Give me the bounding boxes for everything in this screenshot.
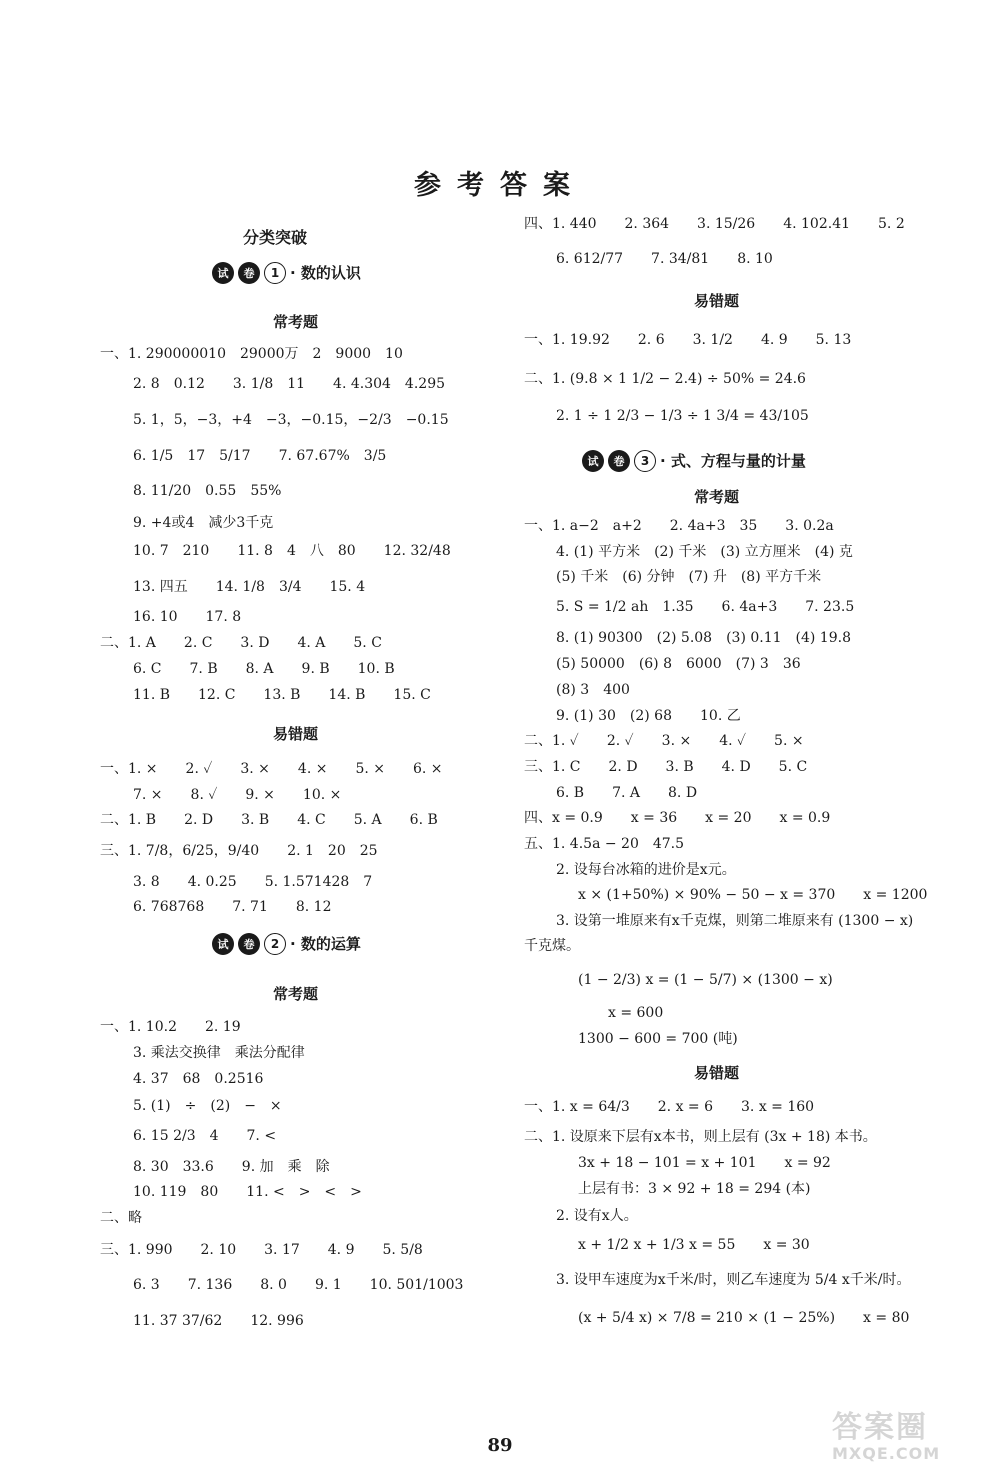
answer-line: 10. 119 80 11. < > < > (133, 1184, 362, 1200)
answer-line: 五、1. 4.5a − 20 47.5 (524, 836, 685, 852)
answer-line: 6. 1/5 17 5/17 7. 67.67% 3/5 (133, 448, 387, 464)
answer-line: 一、1. 10.2 2. 19 (100, 1019, 241, 1035)
subheading-error: 易错题 (273, 725, 319, 743)
answer-line: x × (1+50%) × 90% − 50 − x = 370 x = 1200 (578, 887, 928, 903)
answer-line: 7. × 8. ✓ 9. × 10. × (133, 787, 342, 803)
answer-line: 8. 11/20 0.55 55% (133, 483, 282, 499)
answer-line: 2. 1 ÷ 1 2/3 − 1/3 ÷ 1 3/4 = 43/105 (556, 408, 809, 424)
paper3-heading (582, 450, 806, 472)
answer-line: 6. 15 2/3 4 7. < (133, 1128, 277, 1144)
answer-line: 2. 8 0.12 3. 1/8 11 4. 4.304 4.295 (133, 376, 446, 392)
answer-line: 四、x = 0.9 x = 36 x = 20 x = 0.9 (524, 810, 831, 826)
watermark-url: MXQE.COM (832, 1444, 941, 1463)
paper2-heading (212, 933, 361, 955)
answer-line: 1300 − 600 = 700 (吨) (578, 1031, 738, 1047)
paper-badge-icon: 试 (212, 933, 234, 955)
answer-line: x + 1/2 x + 1/3 x = 55 x = 30 (578, 1237, 810, 1253)
answer-line: 6. 768768 7. 71 8. 12 (133, 899, 332, 915)
answer-line: 一、1. a−2 a+2 2. 4a+3 35 3. 0.2a (524, 518, 834, 534)
answer-line: (5) 50000 (6) 8 6000 (7) 3 36 (556, 656, 801, 672)
subheading-common: 常考题 (694, 488, 740, 506)
paper-title: · 式、方程与量的计量 (660, 452, 806, 470)
page-title: 参考答案 (414, 170, 586, 201)
answer-line: 3. 8 4. 0.25 5. 1.571428 7 (133, 874, 373, 890)
watermark-logo (832, 1412, 982, 1466)
paper-badge-icon: 卷 (238, 933, 260, 955)
answer-line: 3x + 18 − 101 = x + 101 x = 92 (578, 1155, 831, 1171)
section-heading: 分类突破 (243, 228, 308, 247)
subheading-common: 常考题 (273, 313, 319, 331)
answer-line: 上层有书：3 × 92 + 18 = 294 (本) (578, 1181, 811, 1197)
answer-line: 6. 3 7. 136 8. 0 9. 1 10. 501/1003 (133, 1277, 464, 1293)
answer-line: 千克煤。 (524, 938, 580, 954)
answer-line: 4. 37 68 0.2516 (133, 1071, 264, 1087)
answer-line: 3. 设第一堆原来有x千克煤，则第二堆原来有 (1300 − x) (556, 913, 914, 929)
watermark-logo-text: 答案圈 (832, 1410, 928, 1445)
paper-number: 2 (264, 933, 286, 955)
subheading-common: 常考题 (273, 985, 319, 1003)
answer-line: 11. B 12. C 13. B 14. B 15. C (133, 687, 431, 703)
answer-line: 10. 7 210 11. 8 4 八 80 12. 32/48 (133, 543, 451, 559)
paper-badge-icon: 卷 (608, 450, 630, 472)
paper-badge-icon: 试 (582, 450, 604, 472)
answer-line: 16. 10 17. 8 (133, 609, 242, 625)
answer-line: 2. 设每台冰箱的进价是x元。 (556, 862, 736, 878)
answer-line: 二、1. 设原来下层有x本书，则上层有 (3x + 18) 本书。 (524, 1129, 877, 1145)
answer-line: 6. C 7. B 8. A 9. B 10. B (133, 661, 395, 677)
answer-line: 3. 设甲车速度为x千米/时，则乙车速度为 5/4 x千米/时。 (556, 1272, 911, 1288)
subheading-error: 易错题 (694, 1064, 740, 1082)
answer-line: 二、1. ✓ 2. ✓ 3. × 4. ✓ 5. × (524, 733, 804, 749)
answer-line: 9. (1) 30 (2) 68 10. 乙 (556, 708, 741, 724)
answer-line: 5. 1，5，−3，+4 −3，−0.15，−2/3 −0.15 (133, 412, 449, 428)
answer-line: 2. 设有x人。 (556, 1208, 638, 1224)
answer-line: x = 600 (608, 1005, 664, 1021)
paper-badge-icon: 卷 (238, 262, 260, 284)
answer-line: 8. 30 33.6 9. 加 乘 除 (133, 1159, 330, 1175)
answer-line: (x + 5/4 x) × 7/8 = 210 × (1 − 25%) x = 80 (578, 1310, 910, 1326)
answer-line: 3. 乘法交换律 乘法分配律 (133, 1045, 305, 1061)
answer-line: 6. B 7. A 8. D (556, 785, 698, 801)
answer-line: 三、1. 7/8，6/25，9/40 2. 1 20 25 (100, 843, 378, 859)
answer-line: 5. S = 1/2 ah 1.35 6. 4a+3 7. 23.5 (556, 599, 855, 615)
answer-line: 三、1. 990 2. 10 3. 17 4. 9 5. 5/8 (100, 1242, 423, 1258)
paper-title: · 数的运算 (290, 935, 361, 953)
paper-badge-icon: 试 (212, 262, 234, 284)
answer-line: 9. +4或4 减少3千克 (133, 515, 274, 531)
answer-line: (8) 3 400 (556, 682, 630, 698)
answer-line: 一、1. 290000010 29000万 2 9000 10 (100, 346, 403, 362)
answer-line: (1 − 2/3) x = (1 − 5/7) × (1300 − x) (578, 972, 833, 988)
answer-line: 4. (1) 平方米 (2) 千米 (3) 立方厘米 (4) 克 (556, 544, 853, 560)
paper-number: 3 (634, 450, 656, 472)
answer-line: 6. 612/77 7. 34/81 8. 10 (556, 251, 773, 267)
answer-line: 三、1. C 2. D 3. B 4. D 5. C (524, 759, 808, 775)
subheading-error: 易错题 (694, 292, 740, 310)
answer-line: 二、1. B 2. D 3. B 4. C 5. A 6. B (100, 812, 438, 828)
answer-line: 一、1. 19.92 2. 6 3. 1/2 4. 9 5. 13 (524, 332, 852, 348)
answer-line: 一、1. x = 64/3 2. x = 6 3. x = 160 (524, 1099, 815, 1115)
answer-line: 二、略 (100, 1210, 142, 1226)
answer-line: 四、1. 440 2. 364 3. 15/26 4. 102.41 5. 2 (524, 216, 905, 232)
paper-title: · 数的认识 (290, 264, 361, 282)
answer-line: 11. 37 37/62 12. 996 (133, 1313, 304, 1329)
paper-number: 1 (264, 262, 286, 284)
answer-line: 8. (1) 90300 (2) 5.08 (3) 0.11 (4) 19.8 (556, 630, 851, 646)
answer-line: 5. (1) ÷ (2) − × (133, 1098, 282, 1114)
answer-line: 二、1. A 2. C 3. D 4. A 5. C (100, 635, 382, 651)
page-number: 89 (487, 1435, 513, 1456)
paper1-heading (212, 262, 361, 284)
answer-line: 二、1. (9.8 × 1 1/2 − 2.4) ÷ 50% = 24.6 (524, 371, 806, 387)
answer-line: 13. 四五 14. 1/8 3/4 15. 4 (133, 579, 366, 595)
answer-line: (5) 千米 (6) 分钟 (7) 升 (8) 平方千米 (556, 569, 822, 585)
answer-line: 一、1. × 2. ✓ 3. × 4. × 5. × 6. × (100, 761, 443, 777)
